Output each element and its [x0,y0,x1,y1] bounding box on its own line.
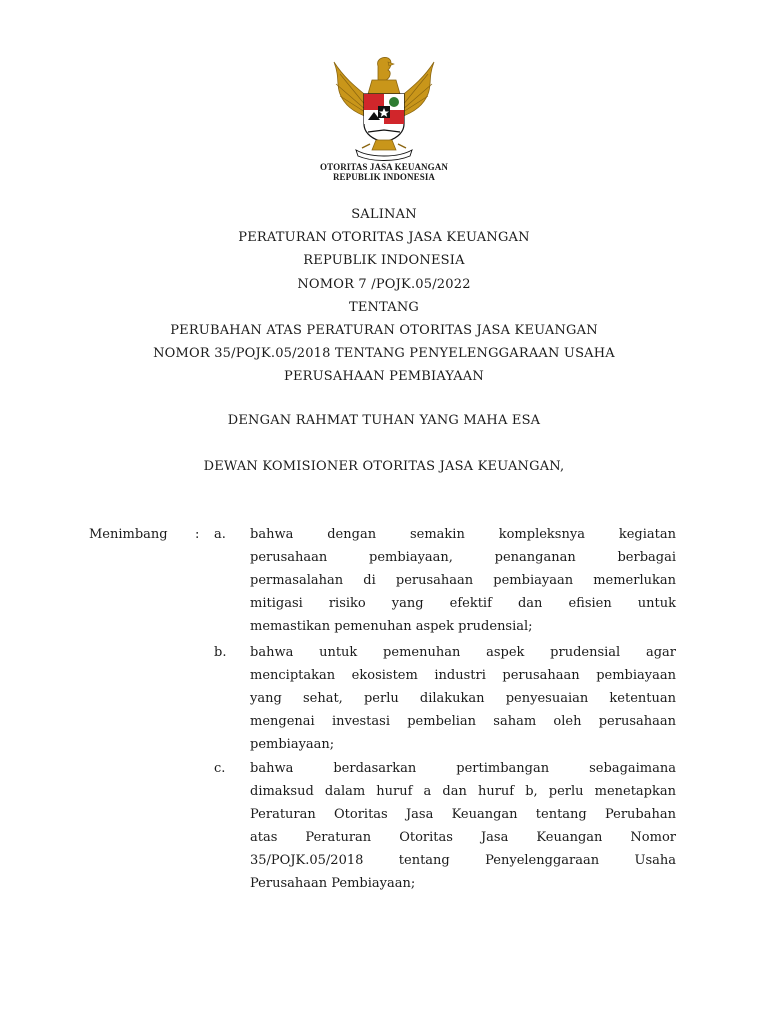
garuda-emblem-icon [326,54,442,164]
item-text [250,523,676,638]
heading-line-subject-1: PERUBAHAN ATAS PERATURAN OTORITAS JASA KEUANGAN [170,323,598,339]
item-marker: a. [214,527,226,542]
heading-line-tentang: TENTANG [348,299,420,315]
item-line: bahwa dengan semakin kompleksnya kegiatan [250,527,676,542]
org-name: OTORITAS JASA KEUANGAN [320,162,448,172]
item-line: memastikan pemenuhan aspek prudensial; [250,619,533,634]
heading-line-country: REPUBLIK INDONESIA [303,253,465,269]
heading-line-salinan: SALINAN [351,207,417,222]
item-line: 35/POJK.05/2018 tentang Penyelenggaraan Usaha [250,853,676,868]
item-marker: b. [214,645,227,660]
heading-line-subject-3: PERUSAHAAN PEMBIAYAAN [284,369,484,385]
dewan-line: DEWAN KOMISIONER OTORITAS JASA KEUANGAN, [203,459,565,474]
item-line: bahwa untuk pemenuhan aspek prudensial agar [250,645,676,660]
heading-line-subject-2: NOMOR 35/POJK.05/2018 TENTANG PENYELENGGARAAN USAHA [153,346,615,362]
regulation-heading [0,203,768,389]
item-line: permasalahan di perusahaan pembiayaan memerlukan [250,573,676,588]
item-line: perusahaan pembiayaan, penanganan berbagai [250,550,676,565]
menimbang-label: Menimbang [89,527,168,542]
menimbang-colon: : [195,527,200,542]
item-text [250,641,676,756]
item-line: Perusahaan Pembiayaan; [250,876,416,891]
item-line: menciptakan ekosistem industri perusahaan pembiayaan [250,668,676,683]
item-line: atas Peraturan Otoritas Jasa Keuangan Nomor [250,830,676,845]
item-line: mitigasi risiko yang efektif dan efisien untuk [250,596,676,611]
item-line: dimaksud dalam huruf a dan huruf b, perlu menetapkan [250,784,676,799]
item-marker: c. [214,761,226,776]
item-text [250,757,676,895]
item-line: yang sehat, perlu dilakukan penyesuaian ketentuan [250,691,676,706]
heading-line-regulation: PERATURAN OTORITAS JASA KEUANGAN [238,230,530,246]
item-line: mengenai investasi pembelian saham oleh perusahaan [250,714,676,729]
item-line: bahwa berdasarkan pertimbangan sebagaimana [250,761,676,776]
rahmat-line: DENGAN RAHMAT TUHAN YANG MAHA ESA [227,413,541,428]
org-country: REPUBLIK INDONESIA [332,172,436,182]
heading-line-number: NOMOR 7 /POJK.05/2022 [297,276,471,292]
item-line: pembiayaan; [250,737,335,752]
item-line: Peraturan Otoritas Jasa Keuangan tentang Perubahan [250,807,676,822]
